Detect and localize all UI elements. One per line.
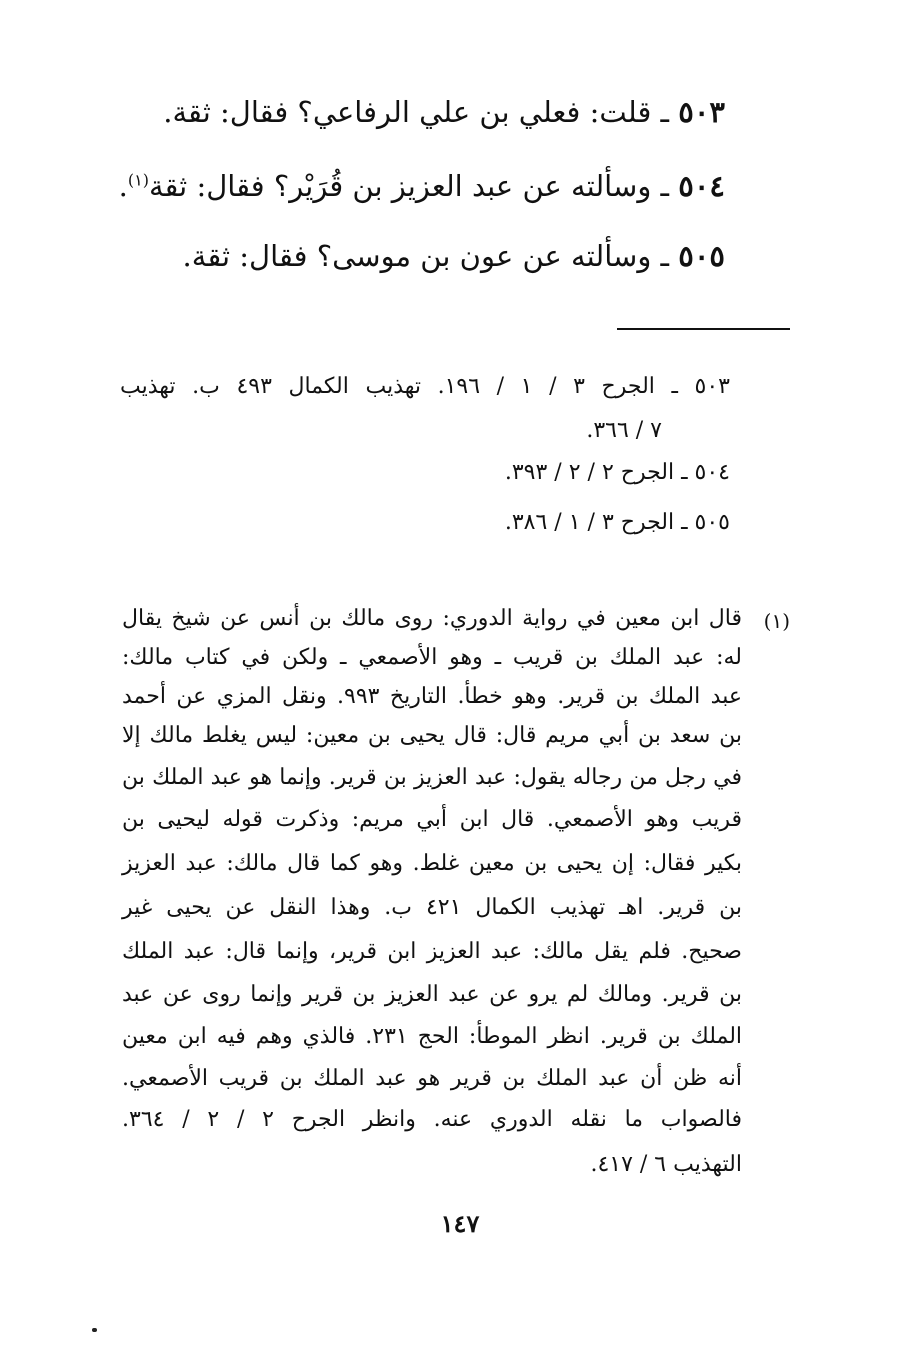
footnote-reference: (١) — [127, 170, 149, 190]
entry-text: ـ قلت: فعلي بن علي الرفاعي؟ فقال: ثقة. — [163, 95, 679, 129]
footnote-line: في رجل من رجاله يقول: عبد العزيز بن قرير. وإنما هو عبد الملك بن — [122, 765, 742, 790]
entry-number: ٥٠٣ — [678, 95, 725, 129]
entry-number: ٥٠٥ — [678, 239, 725, 273]
entry-text: ـ وسألته عن عون بن موسى؟ فقال: ثقة. — [182, 239, 679, 273]
reference-505: ٥٠٥ ـ الجرح ٣ / ١ / ٣٨٦. — [504, 510, 730, 535]
scan-speck — [92, 1328, 97, 1332]
entry-504 — [105, 166, 725, 206]
footnote-line: التهذيب ٦ / ٤١٧. — [590, 1152, 742, 1177]
footnote-line: أنه ظن أن عبد الملك بن قرير هو عبد الملك بن قريب الأصمعي. — [122, 1066, 742, 1091]
footnote-line: فالصواب ما نقله الدوري عنه. وانظر الجرح ٢ / ٢ / ٣٦٤. — [122, 1107, 742, 1132]
footnote-line: بن قرير. اهـ تهذيب الكمال ٤٢١ ب. وهذا النقل عن يحيى غير — [122, 895, 742, 920]
footnote-line: بن قرير. ومالك لم يرو عن عبد العزيز بن قرير وإنما روى عن عبد — [122, 982, 742, 1007]
entry-number: ٥٠٤ — [678, 169, 725, 203]
reference-503-cont: ٧ / ٣٦٦. — [586, 418, 662, 443]
entry-505 — [105, 236, 725, 276]
footnote-line: له: عبد الملك بن قريب ـ وهو الأصمعي ـ ولكن في كتاب مالك: — [122, 645, 742, 670]
entry-503 — [105, 92, 725, 132]
footnote-marker: (١) — [763, 609, 790, 633]
page-number: ١٤٧ — [440, 1209, 480, 1238]
footnote-line: بكير فقال: إن يحيى بن معين غلط. وهو كما قال مالك: عبد العزيز — [122, 851, 742, 876]
footnote-line: الملك بن قرير. انظر الموطأ: الحج ٢٣١. فالذي وهم فيه ابن معين — [122, 1024, 743, 1049]
reference-504: ٥٠٤ ـ الجرح ٢ / ٢ / ٣٩٣. — [504, 460, 730, 485]
footnote-line: قريب وهو الأصمعي. قال ابن أبي مريم: وذكرت قوله ليحيى بن — [122, 807, 742, 832]
footnote-line: بن سعد بن أبي مريم قال: قال يحيى بن معين: ليس يغلط مالك إلا — [122, 723, 742, 748]
separator-line — [617, 328, 790, 330]
entry-end: . — [118, 169, 128, 203]
entry-text: ـ وسألته عن عبد العزيز بن قُرَيْر؟ فقال: ثقة — [148, 169, 679, 203]
footnote-line: عبد الملك بن قرير. وهو خطأ. التاريخ ٩٩٣. ونقل المزي عن أحمد — [122, 684, 742, 709]
footnote-line: صحيح. فلم يقل مالك: عبد العزيز ابن قرير، وإنما قال: عبد الملك — [122, 939, 742, 964]
footnote-line: قال ابن معين في رواية الدوري: روى مالك بن أنس عن شيخ يقال — [122, 606, 742, 631]
reference-503: ٥٠٣ ـ الجرح ٣ / ١ / ١٩٦. تهذيب الكمال ٤٩٣ ب. تهذيب — [120, 374, 730, 399]
